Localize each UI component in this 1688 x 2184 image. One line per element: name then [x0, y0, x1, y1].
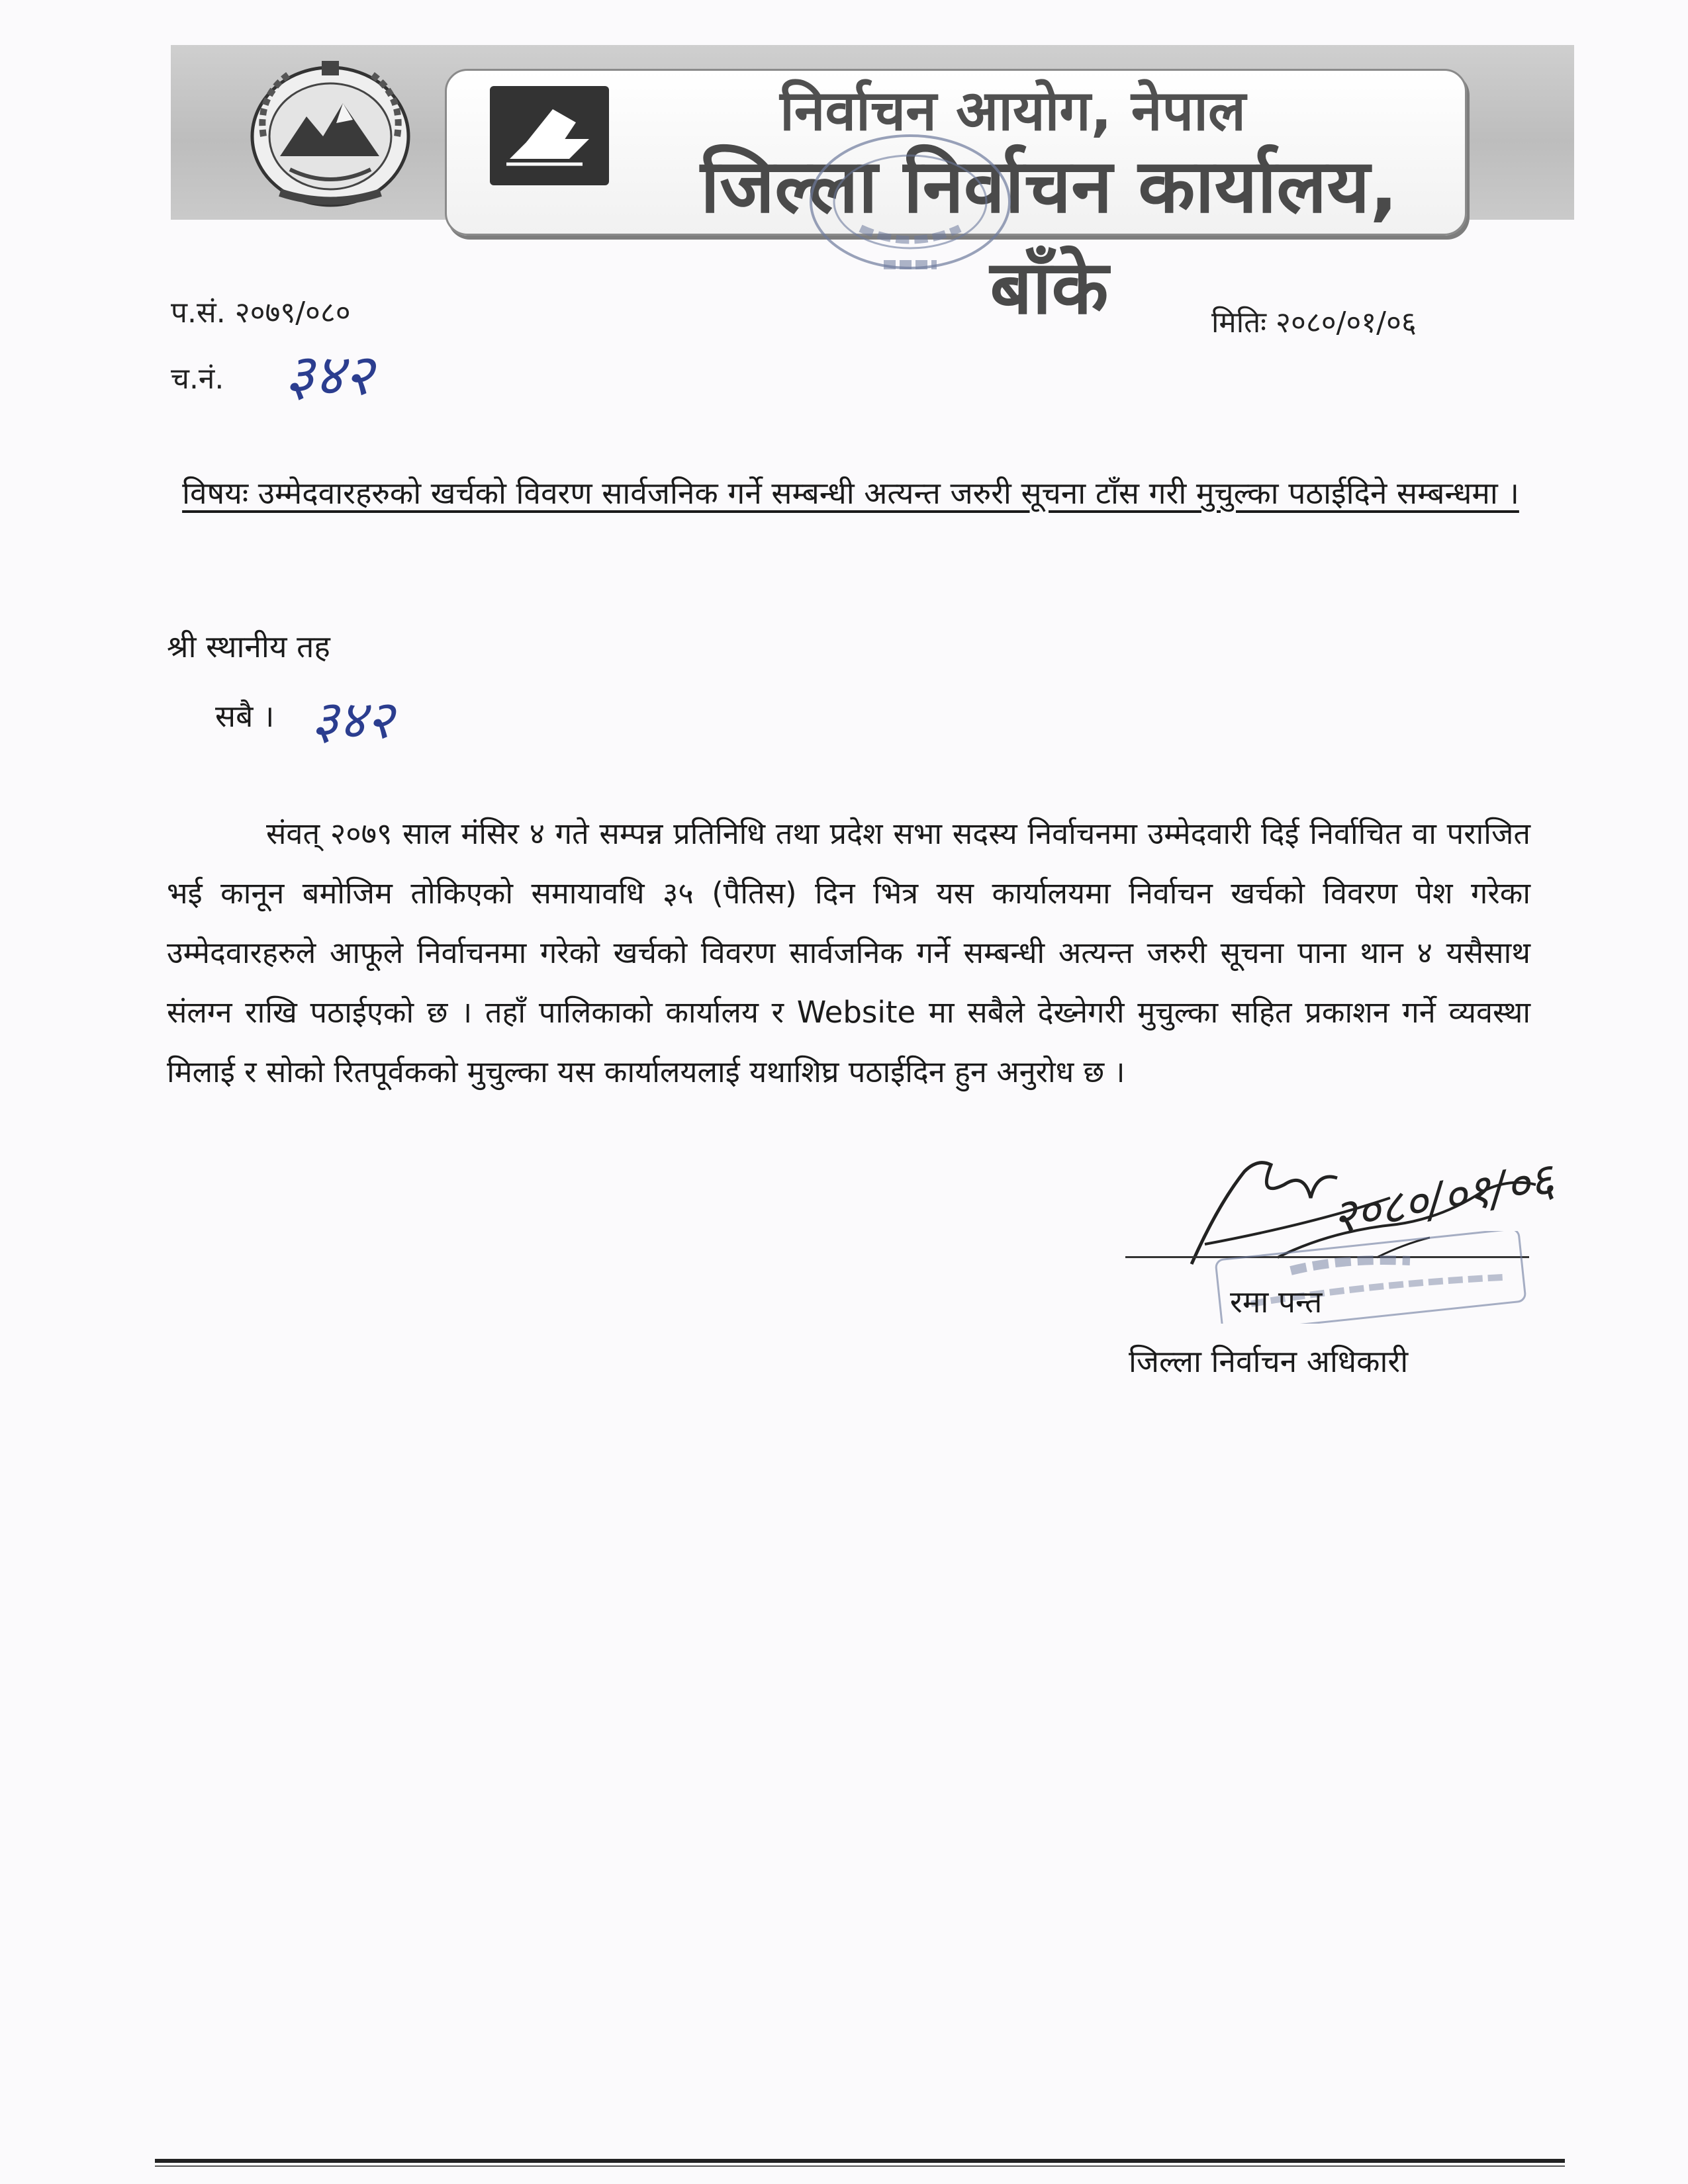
addressee-line2: सबै । — [215, 698, 275, 734]
nepal-government-emblem-icon — [244, 57, 417, 210]
officer-title: जिल्ला निर्वाचन अधिकारी — [1129, 1343, 1409, 1379]
office-name: जिल्ला निर्वाचन कार्यालय, बाँके — [700, 144, 1398, 331]
dispatch-number-handwritten: ३४२ — [285, 342, 374, 408]
addressee-line1: श्री स्थानीय तह — [167, 629, 330, 664]
addressee-handwritten-number: ३४२ — [311, 689, 394, 751]
footer-rule — [155, 2159, 1565, 2163]
officer-name: रमा पन्त — [1230, 1284, 1323, 1320]
letter-body: संवत् २०७९ साल मंसिर ४ गते सम्पन्न प्रतिनिधि तथा प्रदेश सभा सदस्य निर्वाचनमा उम्मेदवारी दिई निर्वाचित वा पराजित भई कानून बमोजिम तोकिएको समायावधि ३५ (पैतिस) दिन भित्र यस कार्यालयमा निर्वाचन खर्चको विवरण पेश गरेका उम्मेदवारहरुले आफूले निर्वाचनमा गरेको खर्चको विवरण सार्वजनिक गर्ने सम्बन्धी अत्यन्त जरुरी सूचना पाना थान ४ यसैसाथ संलग्न राखि पठाईएको छ । तहाँ पालिकाको कार्यालय र Website मा सबैले देख्नेगरी मुचुल्का सहित प्रकाशन गर्ने व्यवस्था मिलाई र सोको रितपूर्वकको मुचुल्का यस कार्यालयलाई यथाशिघ्र पठाईदिन हुन अनुरोध छ । — [167, 816, 1530, 1089]
reference-number: प.सं. २०७९/०८० — [171, 296, 351, 330]
letter-date: मितिः २०८०/०१/०६ — [1211, 306, 1417, 340]
dispatch-number-label: च.नं. — [171, 362, 224, 396]
letter-subject: विषयः उम्मेदवारहरुको खर्चको विवरण सार्वजनिक गर्ने सम्बन्धी अत्यन्त जरुरी सूचना टाँस गरी मुचुल्का पठाईदिने सम्बन्धमा । — [182, 475, 1519, 511]
signature-handwritten-date: २०८०/०१/०६ — [1327, 1152, 1558, 1245]
ballot-box-icon — [490, 86, 609, 185]
footer-rule-thin — [155, 2165, 1565, 2167]
office-stamp-icon — [801, 129, 1019, 295]
commission-name: निर्वाचन आयोग, नेपाल — [780, 78, 1246, 143]
